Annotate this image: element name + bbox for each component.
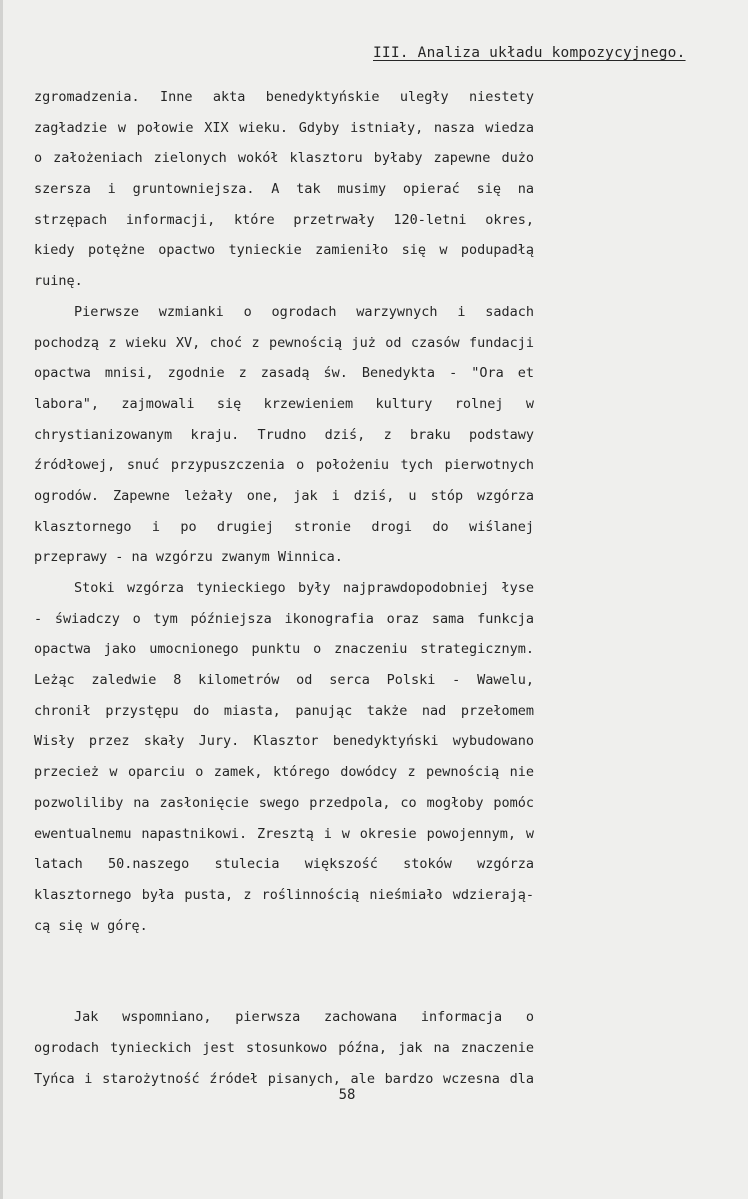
page-edge-shadow <box>0 0 3 1199</box>
text-line: klasztornego i po drugiej stronie drogi do wiślanej <box>34 518 534 535</box>
text-line: chronił przystępu do miasta, panując także nad przełomem <box>34 702 534 719</box>
page-number: 58 <box>338 1087 356 1103</box>
text-line: Pierwsze wzmianki o ogrodach warzywnych i sadach <box>74 303 534 320</box>
running-header: III. Analiza układu kompozycyjnego. <box>373 45 686 61</box>
paragraph-1 <box>34 82 534 297</box>
text-line: cą się w górę. <box>34 917 148 934</box>
text-line: Jak wspomniano, pierwsza zachowana informacja o <box>74 1009 534 1026</box>
text-line: Tyńca i starożytność źródeł pisanych, ale bardzo wczesna dla <box>34 1070 534 1087</box>
text-line: labora", zajmowali się krzewieniem kultury rolnej w <box>34 395 534 412</box>
body-text <box>34 82 534 1094</box>
paragraph-4 <box>34 1002 534 1094</box>
text-line: opactwa mnisi, zgodnie z zasadą św. Benedykta - "Ora et <box>34 365 534 382</box>
text-line: kiedy potężne opactwo tynieckie zamieniło się w podupadłą <box>34 242 534 259</box>
text-line: opactwa jako umocnionego punktu o znaczeniu strategicznym. <box>34 641 534 658</box>
text-line: latach 50.naszego stulecia większość stoków wzgórza <box>34 856 534 873</box>
text-line: ewentualnemu napastnikowi. Zresztą i w okresie powojennym, w <box>34 825 534 842</box>
text-line: przecież w oparciu o zamek, którego dowódcy z pewnością nie <box>34 764 534 781</box>
text-line: przeprawy - na wzgórzu zwanym Winnica. <box>34 549 343 566</box>
text-line: źródłowej, snuć przypuszczenia o położeniu tych pierwotnych <box>34 457 534 474</box>
text-line: zgromadzenia. Inne akta benedyktyńskie uległy niestety <box>34 89 534 105</box>
text-line: klasztornego była pusta, z roślinnością nieśmiało wdzierają- <box>34 886 534 903</box>
text-line: pozwoliliby na zasłonięcie swego przedpola, co mogłoby pomóc <box>34 794 534 811</box>
text-line: o założeniach zielonych wokół klasztoru byłaby zapewne dużo <box>34 150 534 167</box>
text-line: strzępach informacji, które przetrwały 120-letni okres, <box>34 211 534 228</box>
text-line: chrystianizowanym kraju. Trudno dziś, z braku podstawy <box>34 426 534 443</box>
text-line: ogrodach tynieckich jest stosunkowo późna, jak na znaczenie <box>34 1039 534 1056</box>
text-line: pochodzą z wieku XV, choć z pewnością już od czasów fundacji <box>34 334 534 351</box>
text-line: szersza i gruntowniejsza. A tak musimy opierać się na <box>34 181 534 198</box>
paragraph-3 <box>34 573 534 941</box>
paragraph-2 <box>34 297 534 573</box>
text-line: Wisły przez skały Jury. Klasztor benedyktyński wybudowano <box>34 733 534 750</box>
text-line: Stoki wzgórza tynieckiego były najprawdopodobniej łyse <box>74 580 534 596</box>
text-line: zagładzie w połowie XIX wieku. Gdyby istniały, nasza wiedza <box>34 119 534 136</box>
paragraph-gap <box>34 941 534 1002</box>
text-line: - świadczy o tym późniejsza ikonografia oraz sama funkcja <box>34 610 534 627</box>
text-line: Leżąc zaledwie 8 kilometrów od serca Polski - Wawelu, <box>34 672 534 689</box>
text-line: ruinę. <box>34 273 83 290</box>
text-line: ogrodów. Zapewne leżały one, jak i dziś, u stóp wzgórza <box>34 487 534 504</box>
